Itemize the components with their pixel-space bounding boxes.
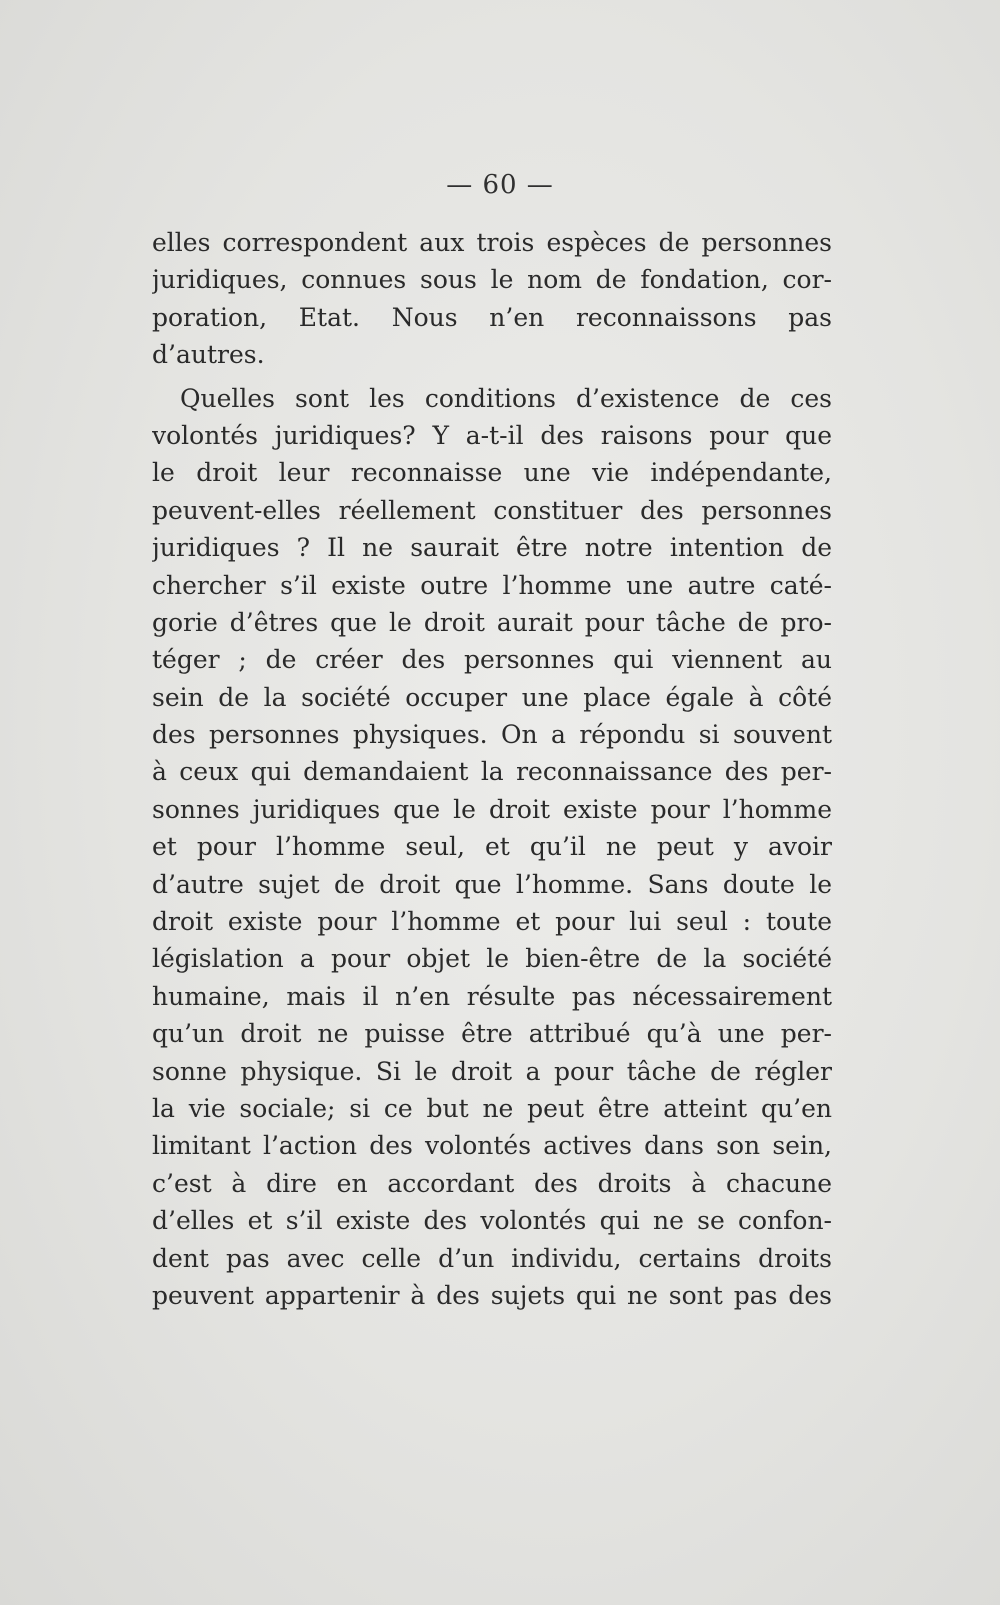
text-line: Quelles sont les conditions d’existence de ces bbox=[180, 383, 832, 413]
body-text bbox=[152, 224, 832, 1314]
text-line: dent pas avec celle d’un individu, certains droits bbox=[152, 1243, 832, 1273]
text-line: et pour l’homme seul, et qu’il ne peut y avoir bbox=[152, 832, 832, 862]
text-line: sonnes juridiques que le droit existe pour l’homme bbox=[152, 794, 832, 824]
text-line: humaine, mais il n’en résulte pas nécessairement bbox=[152, 981, 832, 1011]
text-line: le droit leur reconnaisse une vie indépendante, bbox=[152, 458, 832, 488]
text-line: d’autres. bbox=[152, 340, 265, 370]
text-line: volontés juridiques? Y a-t-il des raisons pour que bbox=[152, 420, 832, 450]
text-line: d’elles et s’il existe des volontés qui ne se confon- bbox=[152, 1206, 832, 1236]
text-line: juridiques ? Il ne saurait être notre intention de bbox=[152, 533, 832, 563]
text-line: sein de la société occuper une place égale à côté bbox=[152, 682, 832, 712]
paragraph-1 bbox=[152, 224, 832, 374]
text-line: des personnes physiques. On a répondu si souvent bbox=[152, 720, 832, 750]
text-line: elles correspondent aux trois espèces de personnes bbox=[152, 228, 832, 257]
text-line: chercher s’il existe outre l’homme une autre caté- bbox=[152, 570, 832, 600]
paragraph-2 bbox=[152, 380, 832, 1315]
text-line: téger ; de créer des personnes qui viennent au bbox=[152, 645, 832, 675]
page-number: — 60 — bbox=[446, 170, 554, 200]
text-line: juridiques, connues sous le nom de fondation, cor- bbox=[152, 265, 832, 295]
text-line: à ceux qui demandaient la reconnaissance des per- bbox=[152, 757, 832, 787]
text-line: sonne physique. Si le droit a pour tâche de régler bbox=[152, 1056, 832, 1086]
text-line: gorie d’êtres que le droit aurait pour tâche de pro- bbox=[152, 607, 832, 637]
text-line: qu’un droit ne puisse être attribué qu’à une per- bbox=[152, 1019, 832, 1049]
text-line: la vie sociale; si ce but ne peut être atteint qu’en bbox=[152, 1093, 832, 1123]
text-line: d’autre sujet de droit que l’homme. Sans doute le bbox=[152, 869, 832, 899]
text-line: législation a pour objet le bien-être de la société bbox=[152, 944, 832, 974]
text-line: poration, Etat. Nous n’en reconnaissons pas bbox=[152, 302, 832, 332]
text-line: peuvent appartenir à des sujets qui ne sont pas des bbox=[152, 1280, 832, 1310]
text-line: limitant l’action des volontés actives dans son sein, bbox=[152, 1131, 832, 1161]
text-line: droit existe pour l’homme et pour lui seul : toute bbox=[152, 907, 832, 937]
text-line: c’est à dire en accordant des droits à chacune bbox=[152, 1168, 832, 1198]
text-line: peuvent-elles réellement constituer des personnes bbox=[152, 495, 832, 525]
